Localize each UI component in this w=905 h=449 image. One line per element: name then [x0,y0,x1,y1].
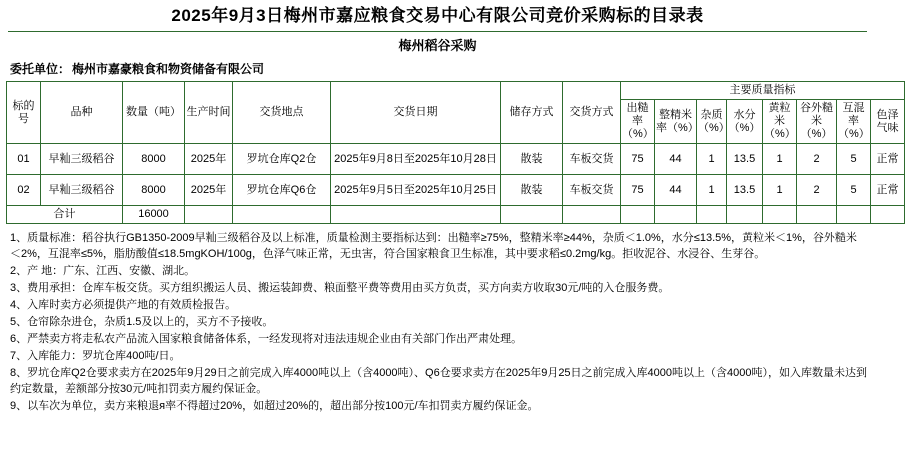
note-item: 4、入库时卖方必须提供产地的有效质检报告。 [10,299,237,311]
cell-storage: 散装 [501,175,563,206]
cell-q5: 1 [763,144,797,175]
lot-catalog-table [6,81,905,224]
total-blank-6 [621,206,655,224]
header-delivery-date: 交货日期 [331,82,501,144]
cell-produce-time: 2025年 [185,144,233,175]
table-total-row [7,206,905,224]
notes-section [6,224,869,414]
cell-delivery-mode: 车板交货 [563,144,621,175]
total-blank-12 [837,206,871,224]
cell-q4: 13.5 [727,144,763,175]
header-quality-group: 主要质量指标 [621,82,905,100]
header-q6: 谷外糙米（%） [797,100,837,144]
header-q7: 互混率（%） [837,100,871,144]
header-delivery-place: 交货地点 [233,82,331,144]
cell-q3: 1 [697,144,727,175]
total-blank-11 [797,206,837,224]
note-item: 8、罗坑仓库Q2仓要求卖方在2025年9月29日之前完成入库4000吨以上（含4000吨）、Q6仓要求卖方在2025年9月25日之前完成入库4000吨以上（含4000吨），如入库数量未达到约定数量，差额部分按30元/吨扣罚卖方履约保证金。 [10,367,867,395]
note-item: 5、仓帘除杂进仓，杂质1.5及以上的，买方不予接收。 [10,316,274,328]
cell-quantity: 8000 [123,175,185,206]
cell-q6: 2 [797,144,837,175]
cell-delivery-date: 2025年9月5日至2025年10月25日 [331,175,501,206]
header-q1: 出糙率（%） [621,100,655,144]
cell-q7: 5 [837,144,871,175]
cell-no: 02 [7,175,41,206]
total-blank-5 [563,206,621,224]
header-q3: 杂质（%） [697,100,727,144]
cell-delivery-place: 罗坑仓库Q2仓 [233,144,331,175]
cell-no: 01 [7,144,41,175]
cell-q8: 正常 [871,144,905,175]
header-produce-time: 生产时间 [185,82,233,144]
cell-delivery-place: 罗坑仓库Q6仓 [233,175,331,206]
header-q8: 色泽气味 [871,100,905,144]
cell-storage: 散装 [501,144,563,175]
page-subtitle: 梅州稻谷采购 [398,38,477,53]
note-item: 6、严禁卖方将走私农产品流入国家粮食储备体系，一经发现将对违法违规企业由有关部门作出严肃处理。 [10,333,523,345]
total-blank-9 [727,206,763,224]
cell-variety: 早籼三级稻谷 [41,144,123,175]
cell-q1: 75 [621,175,655,206]
header-q2: 整精米率（%） [655,100,697,144]
cell-quantity: 8000 [123,144,185,175]
note-item: 3、费用承担：仓库车板交货。买方组织搬运人员、搬运装卸费、粮面整平费等费用由买方负责，买方向卖方收取30元/吨的入仓服务费。 [10,282,670,294]
note-item: 7、入库能力：罗坑仓库400吨/日。 [10,350,181,362]
cell-delivery-mode: 车板交货 [563,175,621,206]
note-item: 2、产 地：广东、江西、安徽、湖北。 [10,265,196,277]
header-q5: 黄粒米（%） [763,100,797,144]
total-label: 合计 [7,206,123,224]
note-item: 1、质量标准：稻谷执行GB1350-2009早籼三级稻谷及以上标准，质量检测主要指标达到：出糙率≥75%，整精米率≥44%，杂质＜1.0%，水分≤13.5%，黄粒米＜1%，谷外糙米＜2%，互混率≤5%，脂肪酸值≤18.5mgKOH/100g，色泽气味正常，无虫害，符合国家粮食卫生标准，其中要求稻≤0.2mg/kg。拒收泥谷、水浸谷、生芽谷。 [10,232,857,260]
header-variety: 品种 [41,82,123,144]
header-q4: 水分（%） [727,100,763,144]
table-header-group-row [7,82,905,100]
cell-q6: 2 [797,175,837,206]
total-blank-4 [501,206,563,224]
cell-produce-time: 2025年 [185,175,233,206]
cell-delivery-date: 2025年9月8日至2025年10月28日 [331,144,501,175]
note-item: 9、以车次为单位，卖方来粮退я率不得超过20%，如超过20%的，超出部分按100元/车扣罚卖方履约保证金。 [10,400,539,412]
cell-q1: 75 [621,144,655,175]
total-blank-13 [871,206,905,224]
table-row [7,175,905,206]
cell-q5: 1 [763,175,797,206]
entrust-line [6,60,869,81]
page-title: 2025年9月3日梅州市嘉应粮食交易中心有限公司竞价采购标的目录表 [171,6,704,25]
table-row [7,144,905,175]
total-blank-2 [233,206,331,224]
header-delivery-mode: 交货方式 [563,82,621,144]
cell-q2: 44 [655,144,697,175]
total-blank-7 [655,206,697,224]
cell-variety: 早籼三级稻谷 [41,175,123,206]
header-quantity: 数量（吨） [123,82,185,144]
total-blank-1 [185,206,233,224]
cell-q7: 5 [837,175,871,206]
cell-q4: 13.5 [727,175,763,206]
total-blank-8 [697,206,727,224]
entrust-label: 委托单位： [10,62,71,76]
total-blank-10 [763,206,797,224]
entrust-value: 梅州市嘉豪粮食和物资储备有限公司 [72,62,265,76]
header-no: 标的号 [7,82,41,144]
cell-q3: 1 [697,175,727,206]
total-blank-3 [331,206,501,224]
total-quantity: 16000 [123,206,185,224]
cell-q2: 44 [655,175,697,206]
header-storage: 储存方式 [501,82,563,144]
cell-q8: 正常 [871,175,905,206]
